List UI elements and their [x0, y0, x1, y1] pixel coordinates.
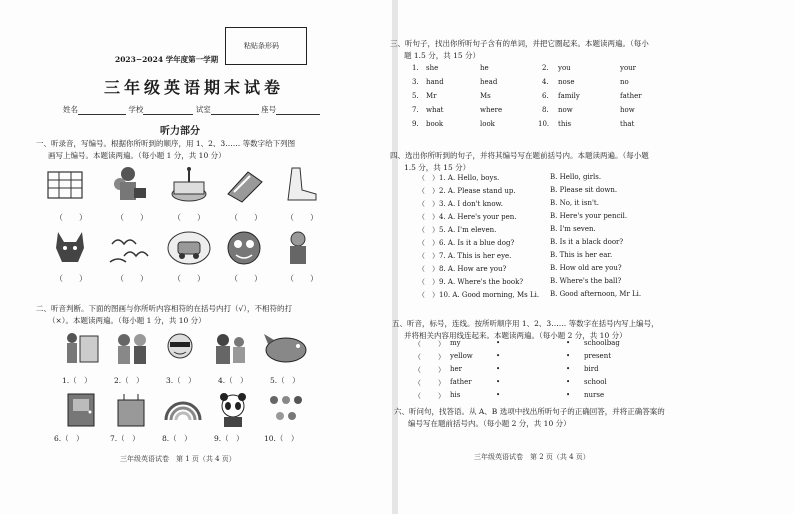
q2-picture-7	[110, 390, 152, 430]
exam-room-field[interactable]	[211, 105, 259, 115]
q1-answer-10[interactable]: （ ）	[286, 274, 318, 283]
q2-picture-4	[210, 330, 252, 368]
q5-word: my	[450, 339, 461, 347]
q1-picture-9	[222, 228, 266, 268]
name-label: 姓名	[63, 105, 78, 114]
q2-instruction-2: （×）。本题读两遍。（每小题 1 分，共 10 分）	[48, 316, 206, 325]
q3-row: 5. Mr Ms 6. family father	[412, 92, 642, 100]
q3-word-a[interactable]: what	[426, 106, 444, 114]
q5-dot-right[interactable]: •	[566, 352, 571, 360]
q4-row[interactable]: （ ）3. A. I don't know. B. No, it isn't.	[418, 199, 599, 208]
listening-section-heading: 听力部分	[160, 126, 200, 137]
q2-label-3[interactable]: 3.（ ）	[166, 376, 196, 385]
q2-picture-2	[110, 330, 154, 368]
q1-picture-10	[278, 228, 318, 268]
q1-picture-1	[44, 166, 88, 204]
left-page-footer: 三年级英语试卷 第 1 页（共 4 页）	[120, 455, 236, 463]
q3-word-d[interactable]: no	[620, 78, 629, 86]
q5-dot-left[interactable]: •	[496, 378, 501, 386]
q1-answer-4[interactable]: （ ）	[230, 213, 262, 222]
q5-row[interactable]: （ ） his • • nurse	[414, 391, 605, 400]
q6-instruction-1: 六、听问句，找答语。从 A、B 选项中找出所听句子的正确回答，并将正确答案的	[394, 407, 665, 416]
q1-answer-1[interactable]: （ ）	[55, 213, 87, 222]
q4-option-a: ）8. A. How are you?	[432, 265, 507, 273]
q4-option-b: B. Is it a black door?	[550, 238, 624, 246]
q1-answer-7[interactable]: （ ）	[116, 274, 148, 283]
q1-instruction-2: 画写上编号。本题读两遍。（每小题 1 分，共 10 分）	[48, 151, 226, 160]
page-title: 三年级英语期末试卷	[104, 78, 285, 97]
q3-word-d[interactable]: your	[620, 64, 637, 72]
q3-row: 9. book look 10. this that	[412, 120, 635, 128]
q4-option-b: B. Please sit down.	[550, 186, 618, 194]
q3-word-c[interactable]: family	[558, 92, 580, 100]
q3-instruction-2: 题 1.5 分，共 15 分）	[404, 51, 481, 60]
q4-option-b: B. No, it isn't.	[550, 199, 599, 207]
q4-instruction-1: 四、选出你所听到的句子，并将其编号写在题前括号内。本题读两遍。（每小题	[390, 151, 649, 160]
q2-picture-9	[212, 390, 254, 430]
q4-option-b: B. I'm seven.	[550, 225, 596, 233]
q1-picture-8	[166, 228, 212, 268]
q2-instruction-1: 二、听音判断。下面的图画与你所听内容相符的在括号内打（√），不相符的打	[36, 304, 293, 313]
q4-row[interactable]: （ ）6. A. Is it a blue dog? B. Is it a black door?	[418, 238, 624, 247]
q1-picture-2	[108, 164, 150, 204]
q4-option-a: ）3. A. I don't know.	[432, 200, 503, 208]
q2-label-4[interactable]: 4.（ ）	[218, 376, 248, 385]
q2-label-9[interactable]: 9.（ ）	[214, 434, 244, 443]
q5-instruction-2: 并将相关内容用线连起来。本题读两遍。（每小题 2 分，共 10 分）	[404, 331, 627, 340]
q3-word-a[interactable]: Mr	[426, 92, 437, 100]
q3-word-a[interactable]: hand	[426, 78, 444, 86]
q5-word: father	[450, 378, 472, 386]
q1-answer-8[interactable]: （ ）	[173, 274, 205, 283]
q4-row[interactable]: （ ）8. A. How are you? B. How old are you?	[418, 264, 622, 273]
q5-word: his	[450, 391, 461, 399]
q5-dot-right[interactable]: •	[566, 339, 571, 347]
q4-option-a: ）9. A. Where's the book?	[432, 278, 524, 286]
q1-answer-5[interactable]: （ ）	[286, 213, 318, 222]
q2-picture-1	[60, 330, 102, 368]
q5-dot-left[interactable]: •	[496, 365, 501, 373]
q5-dot-right[interactable]: •	[566, 391, 571, 399]
q3-word-c[interactable]: this	[558, 120, 572, 128]
q3-word-b[interactable]: where	[480, 106, 503, 114]
q3-word-d[interactable]: how	[620, 106, 635, 114]
q5-dot-right[interactable]: •	[566, 378, 571, 386]
q4-option-b: B. Hello, girls.	[550, 173, 602, 181]
q5-dot-left[interactable]: •	[496, 391, 501, 399]
q5-word: yellow	[450, 352, 473, 360]
q5-dot-left[interactable]: •	[496, 352, 501, 360]
q5-target: bird	[584, 365, 599, 373]
q5-target: school	[584, 378, 607, 386]
q5-word: her	[450, 365, 462, 373]
q4-option-a: ）6. A. Is it a blue dog?	[432, 239, 515, 247]
q3-word-c[interactable]: now	[558, 106, 573, 114]
exam-room-label: 试室	[195, 105, 211, 114]
q2-label-7[interactable]: 7.（ ）	[110, 434, 140, 443]
q1-picture-6	[50, 228, 90, 268]
q2-label-8[interactable]: 8.（ ）	[162, 434, 192, 443]
q4-option-a: ）1. A. Hello, boys.	[432, 174, 500, 182]
q4-row[interactable]: （ ）9. A. Where's the book? B. Where's the ball?	[418, 277, 622, 286]
student-info-line	[63, 104, 320, 115]
q4-option-b: B. Good afternoon, Mr Li.	[550, 290, 642, 298]
q4-option-b: B. Where's the ball?	[550, 277, 622, 285]
q5-row[interactable]: （ ） father • • school	[414, 378, 607, 387]
q3-row: 1. she he 2. you your	[412, 64, 637, 72]
q3-word-a[interactable]: book	[426, 120, 444, 128]
q3-word-b[interactable]: Ms	[480, 92, 491, 100]
q5-dot-right[interactable]: •	[566, 365, 571, 373]
q4-row[interactable]: （ ）10. A. Good morning, Ms Li. B. Good afternoon, Mr Li.	[418, 290, 642, 299]
q5-row[interactable]: （ ） her • • bird	[414, 365, 599, 374]
name-field[interactable]	[78, 105, 126, 115]
q5-instruction-1: 五、听音，标号，连线。按所听顺序用 1、2、3…… 等数字在括号内写上编号，	[392, 319, 659, 328]
q5-target: schoolbag	[584, 339, 620, 347]
q3-instruction-1: 三、听句子，找出你所听句子含有的单词，并把它圈起来。本题读两遍。（每小	[390, 39, 649, 48]
q4-option-a: ）4. A. Here's your pen.	[432, 213, 517, 221]
q3-word-c[interactable]: you	[558, 64, 571, 72]
q1-answer-9[interactable]: （ ）	[230, 274, 262, 283]
q1-instruction-1: 一、听录音，写编号。根据你所听到的顺序，用 1、2、3…… 等数字给下列图	[36, 139, 296, 148]
q3-word-d[interactable]: that	[620, 120, 635, 128]
q5-row[interactable]: （ ） yellow • • present	[414, 352, 612, 361]
q4-option-a: ）5. A. I'm eleven.	[432, 226, 497, 234]
barcode-box	[225, 27, 307, 65]
q4-option-b: B. This is her ear.	[550, 251, 613, 259]
q2-picture-6	[60, 390, 102, 430]
q4-row[interactable]: （ ）1. A. Hello, boys. B. Hello, girls.	[418, 173, 602, 182]
q3-word-d[interactable]: father	[620, 92, 642, 100]
q5-target: nurse	[584, 391, 605, 399]
q2-picture-3	[160, 330, 202, 368]
q4-option-b: B. How old are you?	[550, 264, 622, 272]
q2-label-1[interactable]: 1.（ ）	[62, 376, 92, 385]
q1-answer-2[interactable]: （ ）	[116, 213, 148, 222]
q4-row[interactable]: （ ）7. A. This is her eye. B. This is her ear.	[418, 251, 613, 260]
q3-row: 3. hand head 4. nose no	[412, 78, 629, 86]
q2-label-6[interactable]: 6.（ ）	[54, 434, 84, 443]
q4-option-b: B. Here's your pencil.	[550, 212, 628, 220]
q3-word-b[interactable]: he	[480, 64, 489, 72]
school-label: 学校	[128, 105, 144, 114]
q2-picture-5	[262, 330, 310, 368]
q5-target: present	[584, 352, 612, 360]
semester-line: 2023−2024 学年度第一学期	[115, 55, 219, 64]
right-page-footer: 三年级英语试卷 第 2 页（共 4 页）	[474, 453, 590, 461]
q5-row[interactable]: （ ） my • • schoolbag	[414, 339, 620, 348]
q3-word-a[interactable]: she	[426, 64, 439, 72]
q4-instruction-2: 1.5 分，共 15 分）	[404, 163, 471, 172]
q1-picture-3	[168, 164, 210, 204]
q1-answer-6[interactable]: （ ）	[55, 274, 87, 283]
q3-row: 7. what where 8. now how	[412, 106, 635, 114]
q2-label-5[interactable]: 5.（ ）	[270, 376, 300, 385]
q3-word-c[interactable]: nose	[558, 78, 575, 86]
q5-dot-left[interactable]: •	[496, 339, 501, 347]
q1-picture-4	[222, 166, 266, 204]
q1-answer-3[interactable]: （ ）	[173, 213, 205, 222]
seat-field[interactable]	[276, 105, 320, 115]
school-field[interactable]	[143, 105, 193, 115]
q4-option-a: ）10. A. Good morning, Ms Li.	[432, 291, 540, 299]
left-page	[0, 0, 392, 514]
q3-word-b[interactable]: head	[480, 78, 498, 86]
seat-label: 座号	[261, 105, 277, 114]
barcode-box-label: 粘贴条形码	[244, 42, 279, 50]
q4-row[interactable]: （ ）4. A. Here's your pen. B. Here's your pencil.	[418, 212, 628, 221]
q2-label-2[interactable]: 2.（ ）	[114, 376, 144, 385]
q2-picture-10	[264, 390, 308, 430]
q1-picture-5	[278, 164, 320, 204]
q4-option-a: ）7. A. This is her eye.	[432, 252, 512, 260]
q4-option-a: ）2. A. Please stand up.	[432, 187, 516, 195]
q3-word-b[interactable]: look	[480, 120, 495, 128]
q1-picture-7	[106, 228, 154, 268]
right-page	[390, 0, 794, 514]
q2-label-10[interactable]: 10.（ ）	[264, 434, 299, 443]
q2-picture-8	[162, 390, 204, 430]
q6-instruction-2: 编号写在题前括号内。（每小题 2 分，共 10 分）	[408, 419, 571, 428]
q4-row[interactable]: （ ）2. A. Please stand up. B. Please sit down.	[418, 186, 618, 195]
q4-row[interactable]: （ ）5. A. I'm eleven. B. I'm seven.	[418, 225, 596, 234]
